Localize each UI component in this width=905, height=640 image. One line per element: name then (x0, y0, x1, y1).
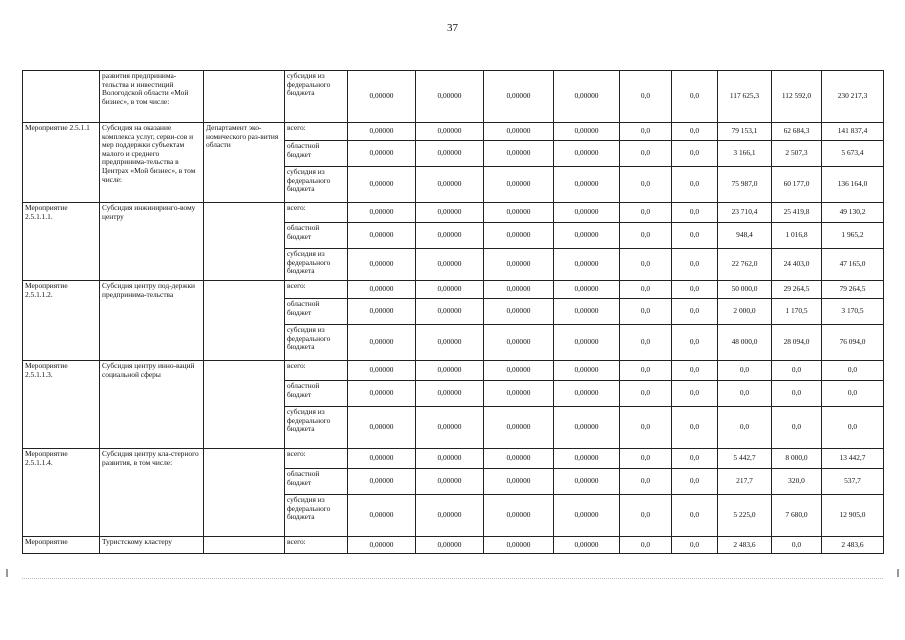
measure-name-cell: Туристскому кластеру (100, 537, 204, 554)
funding-source-cell: субсидия из федерального бюджета (285, 325, 348, 361)
funding-source-cell: всего: (285, 281, 348, 299)
value-cell: 49 130,2 (822, 203, 884, 223)
value-cell: 0,0 (672, 361, 718, 381)
value-cell: 0,00000 (484, 141, 554, 167)
executor-cell (204, 449, 285, 537)
value-cell: 3 166,1 (718, 141, 772, 167)
value-cell: 28 094,0 (772, 325, 822, 361)
measure-name-cell: Субсидия на оказание комплекса услуг, серви-сов и мер поддержки субъектам малого и среднего предпринима-тельства в Центрах «Мой бизнес», в том числе: (100, 123, 204, 203)
value-cell: 117 625,3 (718, 71, 772, 123)
value-cell: 0,00000 (484, 325, 554, 361)
executor-cell (204, 71, 285, 123)
value-cell: 0,0 (620, 141, 672, 167)
funding-source-cell: областной бюджет (285, 469, 348, 495)
table-row (23, 203, 884, 223)
value-cell: 50 000,0 (718, 281, 772, 299)
value-cell: 0,00000 (484, 123, 554, 141)
value-cell: 0,00000 (554, 495, 620, 537)
value-cell: 12 905,0 (822, 495, 884, 537)
value-cell: 0,00000 (348, 141, 416, 167)
value-cell: 112 592,0 (772, 71, 822, 123)
value-cell: 0,00000 (554, 361, 620, 381)
value-cell: 0,00000 (348, 281, 416, 299)
value-cell: 0,0 (620, 381, 672, 407)
value-cell: 0,00000 (554, 167, 620, 203)
value-cell: 0,00000 (348, 495, 416, 537)
value-cell: 0,00000 (484, 249, 554, 281)
value-cell: 29 264,5 (772, 281, 822, 299)
value-cell: 0,00000 (416, 381, 484, 407)
value-cell: 0,00000 (554, 123, 620, 141)
value-cell: 48 000,0 (718, 325, 772, 361)
value-cell: 0,0 (620, 299, 672, 325)
funding-source-cell: субсидия из федерального бюджета (285, 167, 348, 203)
value-cell: 0,00000 (416, 281, 484, 299)
value-cell: 0,00000 (554, 469, 620, 495)
value-cell: 0,0 (672, 299, 718, 325)
value-cell: 0,0 (672, 71, 718, 123)
value-cell: 0,00000 (554, 249, 620, 281)
value-cell: 0,00000 (484, 299, 554, 325)
value-cell: 0,00000 (416, 449, 484, 469)
value-cell: 0,0 (672, 141, 718, 167)
value-cell: 5 442,7 (718, 449, 772, 469)
value-cell: 0,00000 (348, 361, 416, 381)
value-cell: 0,0 (672, 495, 718, 537)
value-cell: 0,0 (772, 537, 822, 554)
value-cell: 0,0 (672, 249, 718, 281)
executor-cell: Департамент эко-номического раз-вития области (204, 123, 285, 203)
value-cell: 79 153,1 (718, 123, 772, 141)
value-cell: 0,0 (672, 469, 718, 495)
value-cell: 0,0 (620, 249, 672, 281)
budget-table (22, 70, 884, 554)
value-cell: 0,0 (772, 407, 822, 449)
measure-code-cell: Мероприятие 2.5.1.1.4. (23, 449, 100, 537)
value-cell: 0,00000 (554, 325, 620, 361)
value-cell: 0,0 (672, 381, 718, 407)
value-cell: 217,7 (718, 469, 772, 495)
value-cell: 0,00000 (416, 407, 484, 449)
value-cell: 0,00000 (416, 223, 484, 249)
value-cell: 0,00000 (554, 223, 620, 249)
value-cell: 0,0 (620, 223, 672, 249)
value-cell: 0,0 (672, 537, 718, 554)
value-cell: 0,00000 (348, 325, 416, 361)
value-cell: 0,00000 (348, 123, 416, 141)
measure-code-cell: Мероприятие 2.5.1.1.2. (23, 281, 100, 361)
value-cell: 5 673,4 (822, 141, 884, 167)
value-cell: 0,0 (620, 469, 672, 495)
measure-name-cell: Субсидия центру инно-ваций социальной сферы (100, 361, 204, 449)
funding-source-cell: областной бюджет (285, 223, 348, 249)
value-cell: 0,00000 (484, 361, 554, 381)
value-cell: 76 094,0 (822, 325, 884, 361)
value-cell: 0,0 (620, 495, 672, 537)
value-cell: 0,00000 (484, 281, 554, 299)
value-cell: 0,0 (620, 325, 672, 361)
value-cell: 0,00000 (348, 249, 416, 281)
measure-code-cell: Мероприятие 2.5.1.1.3. (23, 361, 100, 449)
value-cell: 0,00000 (416, 299, 484, 325)
value-cell: 0,0 (620, 203, 672, 223)
executor-cell (204, 203, 285, 281)
table-row (23, 281, 884, 299)
value-cell: 0,00000 (416, 203, 484, 223)
value-cell: 1 016,8 (772, 223, 822, 249)
table-row (23, 71, 884, 123)
executor-cell (204, 361, 285, 449)
funding-source-cell: областной бюджет (285, 141, 348, 167)
value-cell: 537,7 (822, 469, 884, 495)
measure-code-cell: Мероприятие 2.5.1.1 (23, 123, 100, 203)
value-cell: 948,4 (718, 223, 772, 249)
value-cell: 0,00000 (348, 167, 416, 203)
value-cell: 23 710,4 (718, 203, 772, 223)
funding-source-cell: всего: (285, 361, 348, 381)
value-cell: 0,0 (822, 361, 884, 381)
value-cell: 2 483,6 (822, 537, 884, 554)
measure-name-cell: Субсидия центру под-держки предпринима-тельства (100, 281, 204, 361)
measure-name-cell: развития предпринима-тельства и инвестиций Вологодской области «Мой бизнес», в том числе: (100, 71, 204, 123)
value-cell: 0,00000 (348, 381, 416, 407)
table-row (23, 537, 884, 554)
value-cell: 0,0 (620, 407, 672, 449)
value-cell: 13 442,7 (822, 449, 884, 469)
value-cell: 25 419,8 (772, 203, 822, 223)
funding-source-cell: субсидия из федерального бюджета (285, 407, 348, 449)
value-cell: 2 483,6 (718, 537, 772, 554)
value-cell: 0,00000 (554, 407, 620, 449)
funding-source-cell: всего: (285, 449, 348, 469)
executor-cell (204, 281, 285, 361)
value-cell: 22 762,0 (718, 249, 772, 281)
value-cell: 0,00000 (416, 325, 484, 361)
value-cell: 0,0 (718, 381, 772, 407)
right-edge-mark (897, 569, 899, 577)
value-cell: 0,00000 (348, 71, 416, 123)
value-cell: 0,00000 (416, 469, 484, 495)
value-cell: 1 170,5 (772, 299, 822, 325)
value-cell: 0,00000 (416, 361, 484, 381)
value-cell: 0,00000 (554, 141, 620, 167)
measure-code-cell: Мероприятие (23, 537, 100, 554)
value-cell: 7 680,0 (772, 495, 822, 537)
table-row (23, 361, 884, 381)
value-cell: 0,00000 (416, 123, 484, 141)
value-cell: 0,00000 (554, 203, 620, 223)
value-cell: 0,00000 (416, 537, 484, 554)
value-cell: 0,0 (672, 407, 718, 449)
value-cell: 0,00000 (416, 167, 484, 203)
funding-source-cell: областной бюджет (285, 381, 348, 407)
value-cell: 0,00000 (484, 407, 554, 449)
value-cell: 0,0 (672, 203, 718, 223)
value-cell: 0,0 (718, 407, 772, 449)
funding-source-cell: областной бюджет (285, 299, 348, 325)
value-cell: 0,0 (718, 361, 772, 381)
value-cell: 1 965,2 (822, 223, 884, 249)
value-cell: 0,0 (620, 537, 672, 554)
value-cell: 0,0 (672, 167, 718, 203)
value-cell: 0,00000 (416, 141, 484, 167)
value-cell: 0,0 (822, 381, 884, 407)
value-cell: 0,00000 (484, 223, 554, 249)
value-cell: 0,0 (620, 71, 672, 123)
budget-table-container (22, 70, 884, 554)
value-cell: 0,0 (620, 361, 672, 381)
measure-name-cell: Субсидия центру кла-стерного развития, в том числе: (100, 449, 204, 537)
value-cell: 2 000,0 (718, 299, 772, 325)
value-cell: 0,0 (620, 123, 672, 141)
value-cell: 0,0 (620, 281, 672, 299)
value-cell: 0,00000 (484, 167, 554, 203)
value-cell: 0,0 (620, 167, 672, 203)
funding-source-cell: субсидия из федерального бюджета (285, 495, 348, 537)
funding-source-cell: субсидия из федерального бюджета (285, 71, 348, 123)
value-cell: 0,0 (672, 449, 718, 469)
measure-code-cell: Мероприятие 2.5.1.1.1. (23, 203, 100, 281)
value-cell: 0,00000 (348, 449, 416, 469)
value-cell: 141 837,4 (822, 123, 884, 141)
value-cell: 0,00000 (484, 381, 554, 407)
value-cell: 320,0 (772, 469, 822, 495)
value-cell: 2 507,3 (772, 141, 822, 167)
value-cell: 0,0 (772, 381, 822, 407)
value-cell: 0,0 (822, 407, 884, 449)
value-cell: 0,00000 (348, 203, 416, 223)
value-cell: 47 165,0 (822, 249, 884, 281)
value-cell: 136 164,0 (822, 167, 884, 203)
table-row (23, 123, 884, 141)
value-cell: 75 987,0 (718, 167, 772, 203)
funding-source-cell: всего: (285, 537, 348, 554)
value-cell: 0,00000 (484, 71, 554, 123)
value-cell: 230 217,3 (822, 71, 884, 123)
value-cell: 0,00000 (484, 469, 554, 495)
value-cell: 0,00000 (554, 299, 620, 325)
value-cell: 0,00000 (416, 249, 484, 281)
page-number: 37 (447, 22, 458, 34)
value-cell: 0,00000 (484, 495, 554, 537)
value-cell: 0,00000 (416, 495, 484, 537)
value-cell: 8 000,0 (772, 449, 822, 469)
value-cell: 0,00000 (348, 469, 416, 495)
left-edge-mark (6, 569, 8, 577)
value-cell: 0,0 (672, 325, 718, 361)
value-cell: 0,0 (672, 123, 718, 141)
measure-code-cell (23, 71, 100, 123)
value-cell: 3 170,5 (822, 299, 884, 325)
value-cell: 0,0 (672, 281, 718, 299)
page-bottom-rule (22, 578, 883, 579)
value-cell: 62 684,3 (772, 123, 822, 141)
value-cell: 0,00000 (484, 449, 554, 469)
value-cell: 0,00000 (554, 281, 620, 299)
value-cell: 0,00000 (348, 299, 416, 325)
value-cell: 0,00000 (416, 71, 484, 123)
value-cell: 0,00000 (554, 449, 620, 469)
funding-source-cell: субсидия из федерального бюджета (285, 249, 348, 281)
value-cell: 0,00000 (554, 537, 620, 554)
value-cell: 0,00000 (554, 71, 620, 123)
value-cell: 60 177,0 (772, 167, 822, 203)
value-cell: 0,00000 (484, 203, 554, 223)
value-cell: 79 264,5 (822, 281, 884, 299)
value-cell: 0,0 (672, 223, 718, 249)
value-cell: 5 225,0 (718, 495, 772, 537)
value-cell: 24 403,0 (772, 249, 822, 281)
value-cell: 0,00000 (348, 537, 416, 554)
value-cell: 0,00000 (348, 407, 416, 449)
measure-name-cell: Субсидия инжинирингo-вому центру (100, 203, 204, 281)
funding-source-cell: всего: (285, 123, 348, 141)
value-cell: 0,00000 (484, 537, 554, 554)
executor-cell (204, 537, 285, 554)
table-row (23, 449, 884, 469)
value-cell: 0,00000 (348, 223, 416, 249)
funding-source-cell: всего: (285, 203, 348, 223)
value-cell: 0,00000 (554, 381, 620, 407)
value-cell: 0,0 (620, 449, 672, 469)
value-cell: 0,0 (772, 361, 822, 381)
